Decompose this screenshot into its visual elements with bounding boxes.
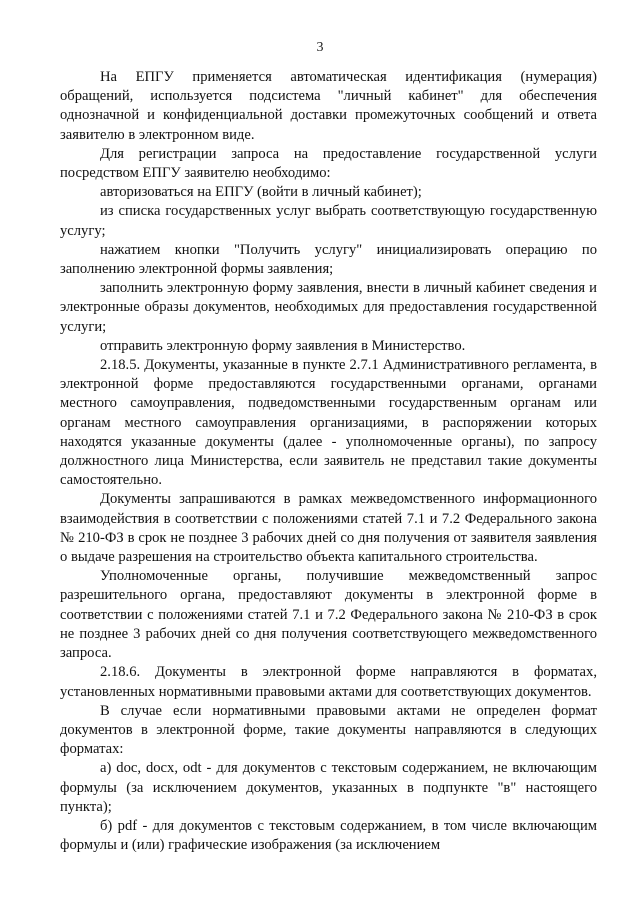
list-item: из списка государственных услуг выбрать соответствующую государственную услугу;	[60, 203, 597, 239]
paragraph: 2.18.6. Документы в электронной форме направляются в форматах, установленных нормативными правовыми актами для соответствующих документов.	[60, 664, 597, 700]
paragraph: На ЕПГУ применяется автоматическая идентификация (нумерация) обращений, используется подсистема "личный кабинет" для обеспечения однозначной и конфиденциальной доставки промежуточных сообщений и ответа заявителю в электронном виде.	[60, 69, 597, 143]
paragraph: Документы запрашиваются в рамках межведомственного информационного взаимодействия в соответствии с положениями статей 7.1 и 7.2 Федерального закона № 210-ФЗ в срок не позднее 3 рабочих дней со дня получения от заявителя заявления о выдаче разрешения на строительство объекта капитального строительства.	[60, 491, 597, 566]
paragraph: Для регистрации запроса на предоставление государственной услуги посредством ЕПГУ заявителю необходимо:	[60, 145, 597, 182]
list-item: нажатием кнопки "Получить услугу" инициализировать операцию по заполнению электронной формы заявления;	[60, 241, 597, 278]
document-body	[60, 68, 597, 855]
list-item: а) doc, docx, odt - для документов с текстовым содержанием, не включающим формулы (за исключением документов, указанных в подпункте "в" настоящего пункта);	[60, 760, 597, 815]
list-item: заполнить электронную форму заявления, внести в личный кабинет сведения и электронные образы документов, необходимых для предоставления государственной услуги;	[60, 280, 597, 335]
paragraph: Уполномоченные органы, получившие межведомственный запрос разрешительного органа, предоставляют документы в электронной форме в соответствии с положениями статей 7.1 и 7.2 Федерального закона № 210-ФЗ в срок не позднее 3 рабочих дней со дня получения соответствующего межведомственного запроса.	[60, 568, 597, 662]
paragraph: 2.18.5. Документы, указанные в пункте 2.7.1 Административного регламента, в электронной форме предоставляются государственными органами, органами местного самоуправления, подведомственными государственным органам или органам местного самоуправления организациями, в распоряжении которых находятся указанные документы (далее - уполномоченные органы), по запросу должностного лица Министерства, если заявитель не представил такие документы самостоятельно.	[60, 357, 597, 489]
list-item: авторизоваться на ЕПГУ (войти в личный кабинет);	[100, 184, 422, 201]
list-item: отправить электронную форму заявления в Министерство.	[100, 337, 466, 354]
page-number: 3	[316, 40, 324, 55]
list-item: б) pdf - для документов с текстовым содержанием, в том числе включающим формулы и (или) графические изображения (за исключением	[60, 817, 597, 854]
paragraph: В случае если нормативными правовыми актами не определен формат документов в электронной форме, такие документы направляются в следующих форматах:	[60, 702, 597, 758]
